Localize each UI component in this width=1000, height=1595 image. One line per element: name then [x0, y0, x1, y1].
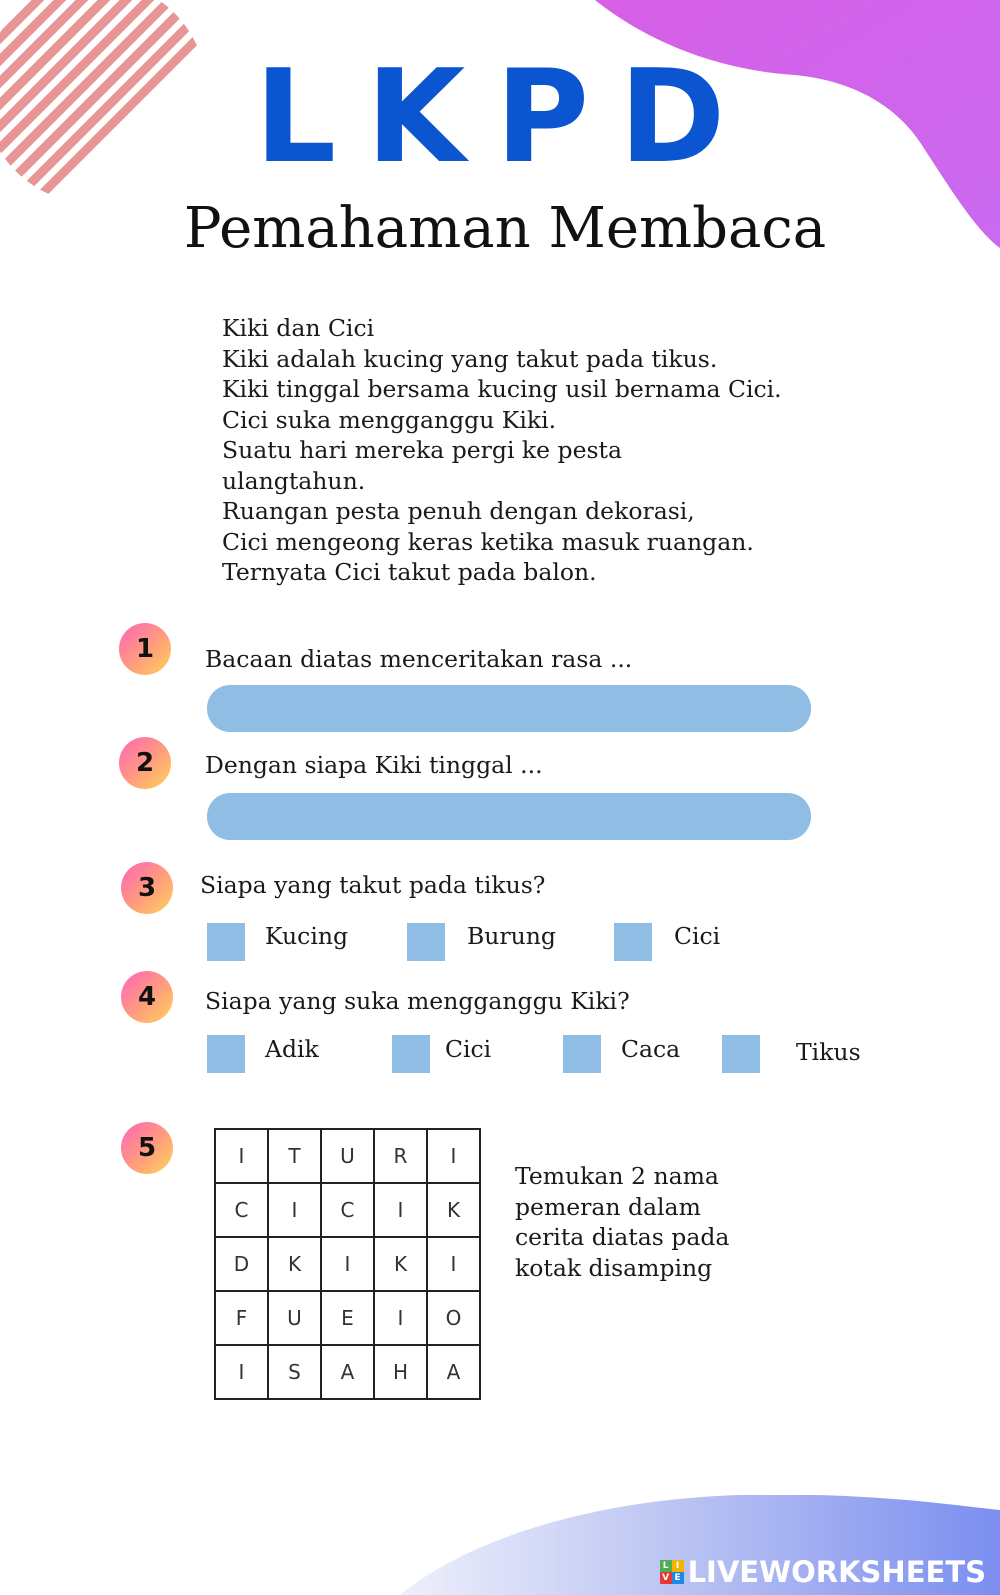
logo-letter: E [672, 1572, 684, 1584]
grid-cell[interactable]: D [215, 1237, 268, 1291]
story-line: Cici mengeong keras ketika masuk ruangan. [222, 527, 754, 556]
grid-cell[interactable]: I [215, 1129, 268, 1183]
logo-letter: V [660, 1572, 672, 1584]
question-1-answer-input[interactable] [207, 685, 811, 732]
option-label: Cici [674, 922, 721, 950]
grid-row [215, 1183, 480, 1237]
grid-cell[interactable]: I [427, 1129, 480, 1183]
story-line: Cici suka mengganggu Kiki. [222, 405, 557, 434]
option-checkbox-tikus[interactable] [722, 1035, 760, 1073]
question-number-badge: 5 [121, 1122, 173, 1174]
grid-cell[interactable]: E [321, 1291, 374, 1345]
grid-row [215, 1129, 480, 1183]
grid-cell[interactable]: F [215, 1291, 268, 1345]
grid-cell[interactable]: I [374, 1291, 427, 1345]
grid-cell[interactable]: C [321, 1183, 374, 1237]
logo-letter: L [660, 1560, 672, 1572]
grid-cell[interactable]: A [427, 1345, 480, 1399]
question-3-text: Siapa yang takut pada tikus? [200, 871, 546, 899]
grid-cell[interactable]: U [268, 1291, 321, 1345]
question-2-text: Dengan siapa Kiki tinggal ... [205, 751, 543, 779]
reading-passage [222, 313, 782, 588]
option-checkbox-caca[interactable] [563, 1035, 601, 1073]
question-number-badge: 1 [119, 623, 171, 675]
liveworksheets-brand [660, 1555, 986, 1589]
grid-cell[interactable]: I [427, 1237, 480, 1291]
story-line: ulangtahun. [222, 466, 366, 495]
grid-cell[interactable]: U [321, 1129, 374, 1183]
option-label: Caca [621, 1035, 681, 1063]
question-number-badge: 3 [121, 862, 173, 914]
option-label: Tikus [796, 1038, 861, 1066]
option-label: Cici [445, 1035, 492, 1063]
grid-cell[interactable]: I [374, 1183, 427, 1237]
logo-letter: I [672, 1560, 684, 1572]
grid-cell[interactable]: I [321, 1237, 374, 1291]
option-checkbox-cici[interactable] [392, 1035, 430, 1073]
story-line: Ruangan pesta penuh dengan dekorasi, [222, 497, 695, 525]
instruction-line: pemeran dalam [515, 1192, 701, 1221]
grid-row [215, 1345, 480, 1399]
question-4-text: Siapa yang suka mengganggu Kiki? [205, 987, 630, 1015]
question-number-badge: 2 [119, 737, 171, 789]
grid-row [215, 1237, 480, 1291]
option-label: Kucing [265, 922, 349, 950]
grid-cell[interactable]: C [215, 1183, 268, 1237]
option-label: Burung [467, 922, 556, 950]
brand-name: LIVEWORKSHEETS [687, 1555, 986, 1589]
page-subtitle: Pemahaman Membaca [183, 196, 827, 261]
story-line: Ternyata Cici takut pada balon. [222, 558, 597, 586]
grid-cell[interactable]: O [427, 1291, 480, 1345]
option-label: Adik [265, 1035, 319, 1063]
grid-cell[interactable]: K [427, 1183, 480, 1237]
grid-cell[interactable]: I [268, 1183, 321, 1237]
instruction-line: Temukan 2 nama [515, 1162, 719, 1190]
liveworksheets-logo-icon [660, 1560, 684, 1584]
story-line: Kiki adalah kucing yang takut pada tikus. [222, 344, 718, 373]
question-number-badge: 4 [121, 971, 173, 1023]
option-checkbox-adik[interactable] [207, 1035, 245, 1073]
grid-cell[interactable]: K [374, 1237, 427, 1291]
grid-cell[interactable]: K [268, 1237, 321, 1291]
question-5-instruction [515, 1161, 729, 1283]
instruction-line: cerita diatas pada [515, 1223, 730, 1251]
page-title: LKPD [254, 43, 756, 192]
story-line: Suatu hari mereka pergi ke pesta [222, 436, 623, 464]
grid-cell[interactable]: R [374, 1129, 427, 1183]
question-1-text: Bacaan diatas menceritakan rasa ... [205, 645, 633, 673]
option-checkbox-burung[interactable] [407, 923, 445, 961]
word-search-grid [214, 1128, 481, 1400]
story-line: Kiki dan Cici [222, 314, 375, 342]
grid-cell[interactable]: H [374, 1345, 427, 1399]
option-checkbox-kucing[interactable] [207, 923, 245, 961]
question-2-answer-input[interactable] [207, 793, 811, 840]
story-line: Kiki tinggal bersama kucing usil bernama Cici. [222, 375, 782, 403]
grid-cell[interactable]: A [321, 1345, 374, 1399]
grid-row [215, 1291, 480, 1345]
grid-cell[interactable]: T [268, 1129, 321, 1183]
option-checkbox-cici[interactable] [614, 923, 652, 961]
grid-cell[interactable]: S [268, 1345, 321, 1399]
grid-cell[interactable]: I [215, 1345, 268, 1399]
instruction-line: kotak disamping [515, 1253, 713, 1282]
